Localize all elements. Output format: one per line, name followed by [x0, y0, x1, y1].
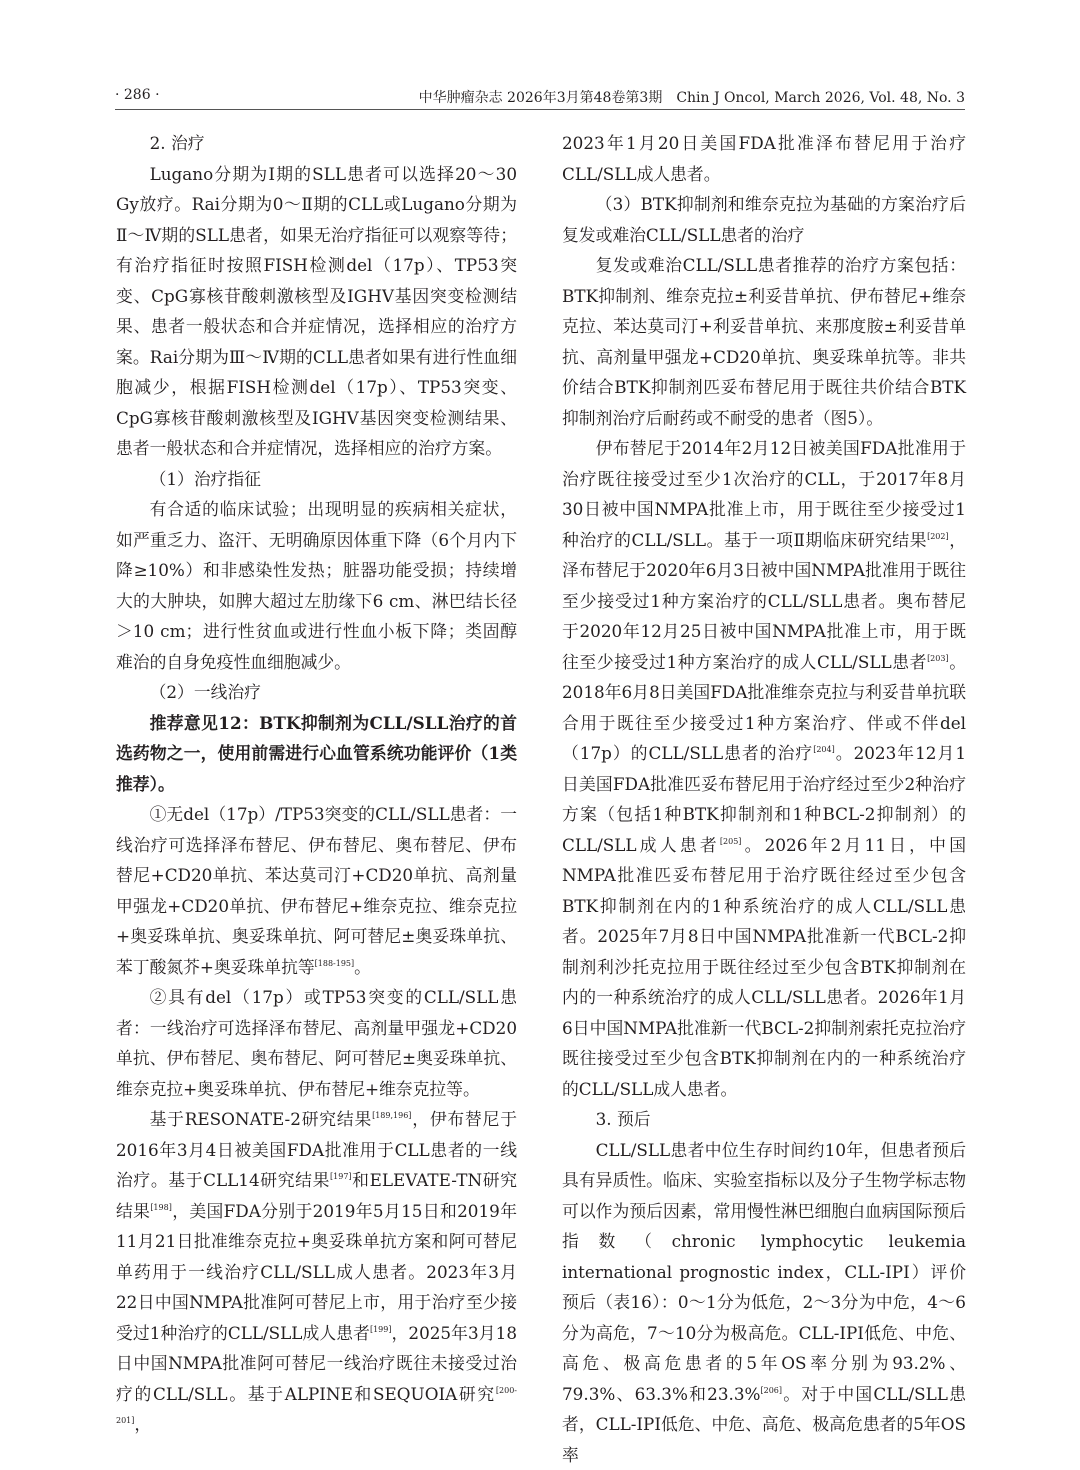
paragraph-text: 。2023年12月1日美国FDA批准匹妥布替尼用于治疗经过至少2种治疗方案（包括1种BTK抑制剂和1种BCL-2抑制剂）的CLL/SLL成人患者: [562, 743, 966, 855]
paragraph-text: ②具有del（17p）或TP53突变的CLL/SLL患者：一线治疗可选择泽布替尼、高剂量甲强龙+CD20单抗、伊布替尼、奥布替尼、阿可替尼±奥妥珠单抗、维奈克拉+奥妥珠单抗、伊布替尼+维奈克拉等。: [116, 987, 517, 1099]
citation-ref: [202]: [927, 532, 949, 541]
paragraph-text: 有合适的临床试验；出现明显的疾病相关症状，如严重乏力、盗汗、无明确原因体重下降（6个月内下降≥10%）和非感染性发热；脏器功能受损；持续增大的大肿块，如脾大超过左肋缘下6 cm、淋巴结长径＞10 cm；进行性贫血或进行性血小板下降；类固醇难治的自身免疫性血细胞减少。: [116, 499, 517, 672]
section-heading: （3）BTK抑制剂和维奈克拉为基础的方案治疗后复发或难治CLL/SLL患者的治疗: [562, 189, 966, 250]
body-paragraph: [562, 433, 966, 1104]
body-paragraph: [562, 1135, 966, 1470]
paragraph-text: 。2026年2月11日，中国NMPA批准匹妥布替尼用于治疗既往经过至少包含BTK抑制剂在内的1种系统治疗的成人CLL/SLL患者。2025年7月8日中国NMPA批准新一代BCL-2抑制剂利沙托克拉用于既往经过至少包含BTK抑制剂在内的一种系统治疗的成人CLL/SLL患者。2026年1月6日中国NMPA批准新一代BCL-2抑制剂索托克拉治疗既往接受过至少包含BTK抑制剂在内的一种系统治疗的CLL/SLL成人患者。: [562, 835, 966, 1099]
body-paragraph: [116, 1104, 517, 1440]
paragraph-text: 。2018年6月8日美国FDA批准维奈克拉与利妥昔单抗联合用于既往至少接受过1种方案治疗、伴或不伴del（17p）的CLL/SLL患者的治疗: [562, 652, 966, 764]
paragraph-text: 。: [354, 957, 371, 977]
paragraph-text: ，: [134, 1414, 151, 1434]
citation-ref: [189,196]: [372, 1111, 411, 1120]
body-paragraph: [116, 982, 517, 1104]
paragraph-text: ①无del（17p）/TP53突变的CLL/SLL患者：一线治疗可选择泽布替尼、伊布替尼、奥布替尼、伊布替尼+CD20单抗、苯达莫司汀+CD20单抗、高剂量甲强龙+CD20单抗、伊布替尼+维奈克拉、维奈克拉+奥妥珠单抗、奥妥珠单抗、阿可替尼±奥妥珠单抗、苯丁酸氮芥+奥妥珠单抗等: [116, 804, 517, 977]
section-heading: 3. 预后: [562, 1104, 966, 1135]
section-heading: （2）一线治疗: [116, 677, 517, 708]
paragraph-text: 伊布替尼于2014年2月12日被美国FDA批准用于治疗既往接受过至少1次治疗的CLL，于2017年8月30日被中国NMPA批准上市，用于既往至少接受过1种治疗的CLL/SLL。基于一项Ⅱ期临床研究结果: [562, 438, 966, 550]
paragraph-text: CLL/SLL患者中位生存时间约10年，但患者预后具有异质性。临床、实验室指标以及分子生物学标志物可以作为预后因素，常用慢性淋巴细胞白血病国际预后指数（chronic lymphocytic leukemia international prognostic index，CLL-IPI）评价预后（表16）：0～1分为低危，2～3分为中危，4～6分为高危，7～10分为极高危。CLL-IPI低危、中危、高危、极高危患者的5年OS率分别为93.2%、79.3%、63.3%和23.3%: [562, 1140, 966, 1404]
paragraph-text: ，泽布替尼于2020年6月3日被中国NMPA批准用于既往至少接受过1种方案治疗的CLL/SLL患者。奥布替尼于2020年12月25日被中国NMPA批准上市，用于既往至少接受过1种方案治疗的成人CLL/SLL患者: [562, 530, 966, 672]
citation-ref: [188-195]: [315, 959, 354, 968]
paragraph-text: ，美国FDA分别于2019年5月15日和2019年11月21日批准维奈克拉+奥妥珠单抗方案和阿可替尼单药用于一线治疗CLL/SLL成人患者。2023年3月22日中国NMPA批准阿可替尼上市，用于治疗至少接受过1种治疗的CLL/SLL成人患者: [116, 1201, 517, 1343]
paragraph-text: 和ELEVATE-TN研究结果: [116, 1170, 517, 1221]
citation-ref: [199]: [370, 1325, 392, 1334]
page-number: · 286 ·: [115, 87, 160, 103]
paragraph-text: ，2025年3月18日中国NMPA批准阿可替尼一线治疗既往未接受过治疗的CLL/SLL。基于ALPINE和SEQUOIA研究: [116, 1323, 517, 1404]
running-header: [115, 83, 965, 110]
body-paragraph: [116, 494, 517, 677]
citation-ref: [206]: [760, 1386, 782, 1395]
paragraph-text: Lugano分期为Ⅰ期的SLL患者可以选择20～30 Gy放疗。Rai分期为0～Ⅱ期的CLL或Lugano分期为Ⅱ～Ⅳ期的SLL患者，如果无治疗指征可以观察等待；有治疗指征时按照FISH检测del（17p）、TP53突变、CpG寡核苷酸刺激核型及IGHV基因突变检测结果、患者一般状态和合并症情况，选择相应的治疗方案。Rai分期为Ⅲ～Ⅳ期的CLL患者如果有进行性血细胞减少，根据FISH检测del（17p）、TP53突变、CpG寡核苷酸刺激核型及IGHV基因突变检测结果、患者一般状态和合并症情况，选择相应的治疗方案。: [116, 164, 517, 459]
right-text-column: [562, 128, 966, 1470]
citation-ref: [200-201]: [116, 1386, 517, 1426]
section-heading: 2. 治疗: [116, 128, 517, 159]
recommendation-statement: 推荐意见12：BTK抑制剂为CLL/SLL治疗的首选药物之一，使用前需进行心血管系统功能评价（1类推荐）。: [116, 708, 517, 800]
body-paragraph: [116, 799, 517, 982]
citation-ref: [204]: [813, 745, 835, 754]
paragraph-text: 复发或难治CLL/SLL患者推荐的治疗方案包括：BTK抑制剂、维奈克拉±利妥昔单抗、伊布替尼+维奈克拉、苯达莫司汀+利妥昔单抗、来那度胺±利妥昔单抗、高剂量甲强龙+CD20单抗、奥妥珠单抗等。非共价结合BTK抑制剂匹妥布替尼用于既往共价结合BTK抑制剂治疗后耐药或不耐受的患者（图5）。: [562, 255, 966, 428]
citation-ref: [205]: [720, 837, 742, 846]
body-paragraph: [116, 159, 517, 464]
citation-ref: [203]: [927, 654, 949, 663]
citation-ref: [197]: [330, 1172, 352, 1181]
paragraph-continued: 2023年1月20日美国FDA批准泽布替尼用于治疗CLL/SLL成人患者。: [562, 128, 966, 189]
paragraph-text: 基于RESONATE-2研究结果: [150, 1109, 373, 1129]
body-paragraph: [562, 250, 966, 433]
citation-ref: [198]: [150, 1203, 172, 1212]
journal-citation: 中华肿瘤杂志 2026年3月第48卷第3期 Chin J Oncol, March 2026, Vol. 48, No. 3: [419, 87, 965, 107]
paragraph-text: 。对于中国CLL/SLL患者，CLL-IPI低危、中危、高危、极高危患者的5年OS率: [562, 1384, 966, 1465]
left-text-column: [116, 128, 517, 1440]
paragraph-text: ，伊布替尼于2016年3月4日被美国FDA批准用于CLL患者的一线治疗。基于CLL14研究结果: [116, 1109, 517, 1190]
section-heading: （1）治疗指征: [116, 464, 517, 495]
